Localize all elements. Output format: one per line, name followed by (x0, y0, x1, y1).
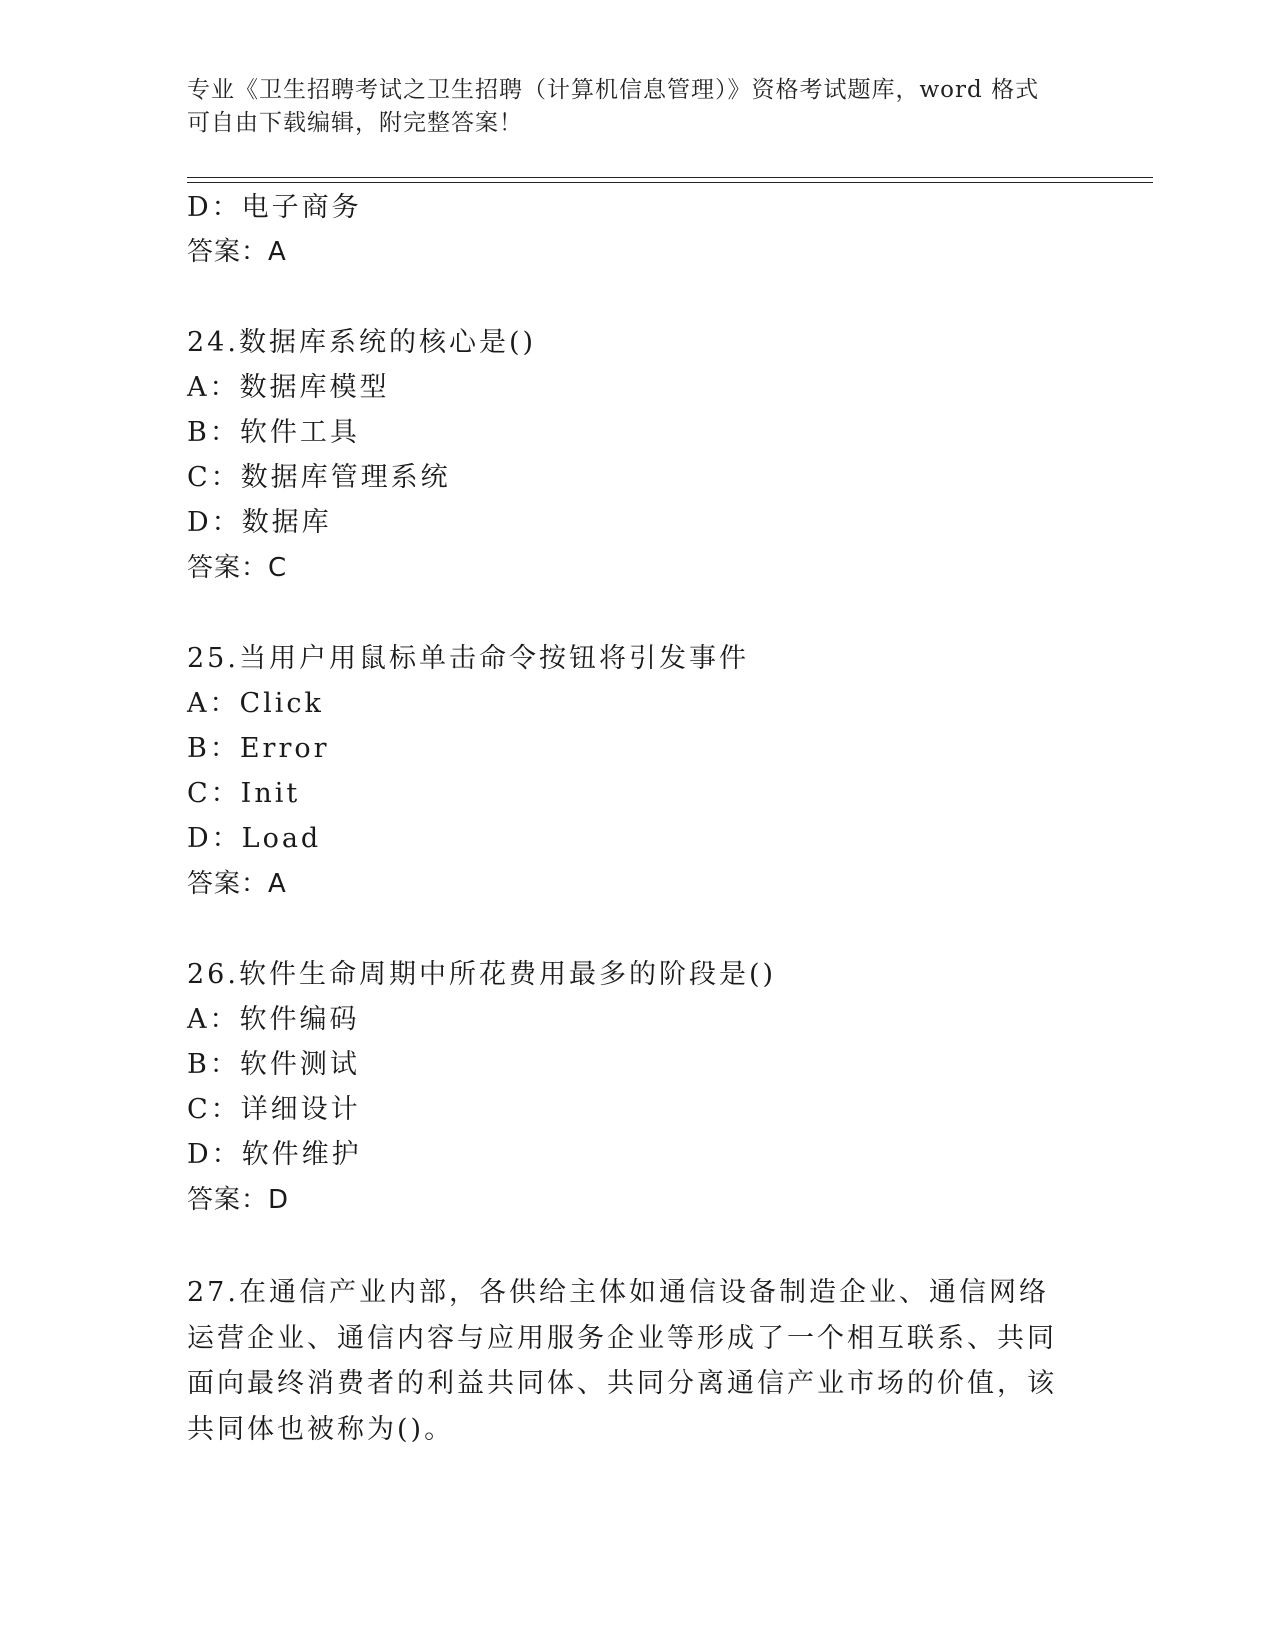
q26-option-b: B：软件测试 (187, 1049, 360, 1080)
q25-option-c: C：Init (187, 778, 301, 809)
q24-option-b: B：软件工具 (187, 417, 360, 448)
q24-option-d: D：数据库 (187, 507, 332, 538)
q26-option-a: A：软件编码 (187, 1004, 360, 1035)
q24-option-a: A：数据库模型 (187, 372, 390, 403)
q25-option-d: D：Load (187, 823, 322, 854)
header-line-2: 可自由下载编辑，附完整答案！ (187, 110, 523, 136)
q23-answer: 答案：A (187, 237, 287, 267)
q25-answer: 答案：A (187, 869, 287, 899)
q24-answer: 答案：C (187, 553, 288, 583)
header-divider-bottom (187, 182, 1153, 183)
q27-question: 27.在通信产业内部，各供给主体如通信设备制造企业、通信网络运营企业、通信内容与应用服务企业等形成了一个相互联系、共同面向最终消费者的利益共同体、共同分离通信产业市场的价值，该共同体也被称为()。 (187, 1277, 1057, 1445)
q26-answer: 答案：D (187, 1185, 290, 1215)
q25-option-b: B：Error (187, 733, 330, 764)
q26-question: 26.软件生命周期中所花费用最多的阶段是() (187, 959, 777, 990)
q25-question: 25.当用户用鼠标单击命令按钮将引发事件 (187, 643, 749, 674)
q24-question: 24.数据库系统的核心是() (187, 327, 537, 358)
header-divider-top (187, 177, 1153, 178)
q25-option-a: A：Click (187, 688, 324, 719)
q23-option-d: D：电子商务 (187, 192, 362, 223)
q26-option-c: C：详细设计 (187, 1094, 361, 1125)
q24-option-c: C：数据库管理系统 (187, 462, 451, 493)
header-line-1: 专业《卫生招聘考试之卫生招聘（计算机信息管理）》资格考试题库，word 格式 (187, 77, 1040, 103)
q26-option-d: D：软件维护 (187, 1139, 362, 1170)
document-header (187, 74, 1087, 140)
